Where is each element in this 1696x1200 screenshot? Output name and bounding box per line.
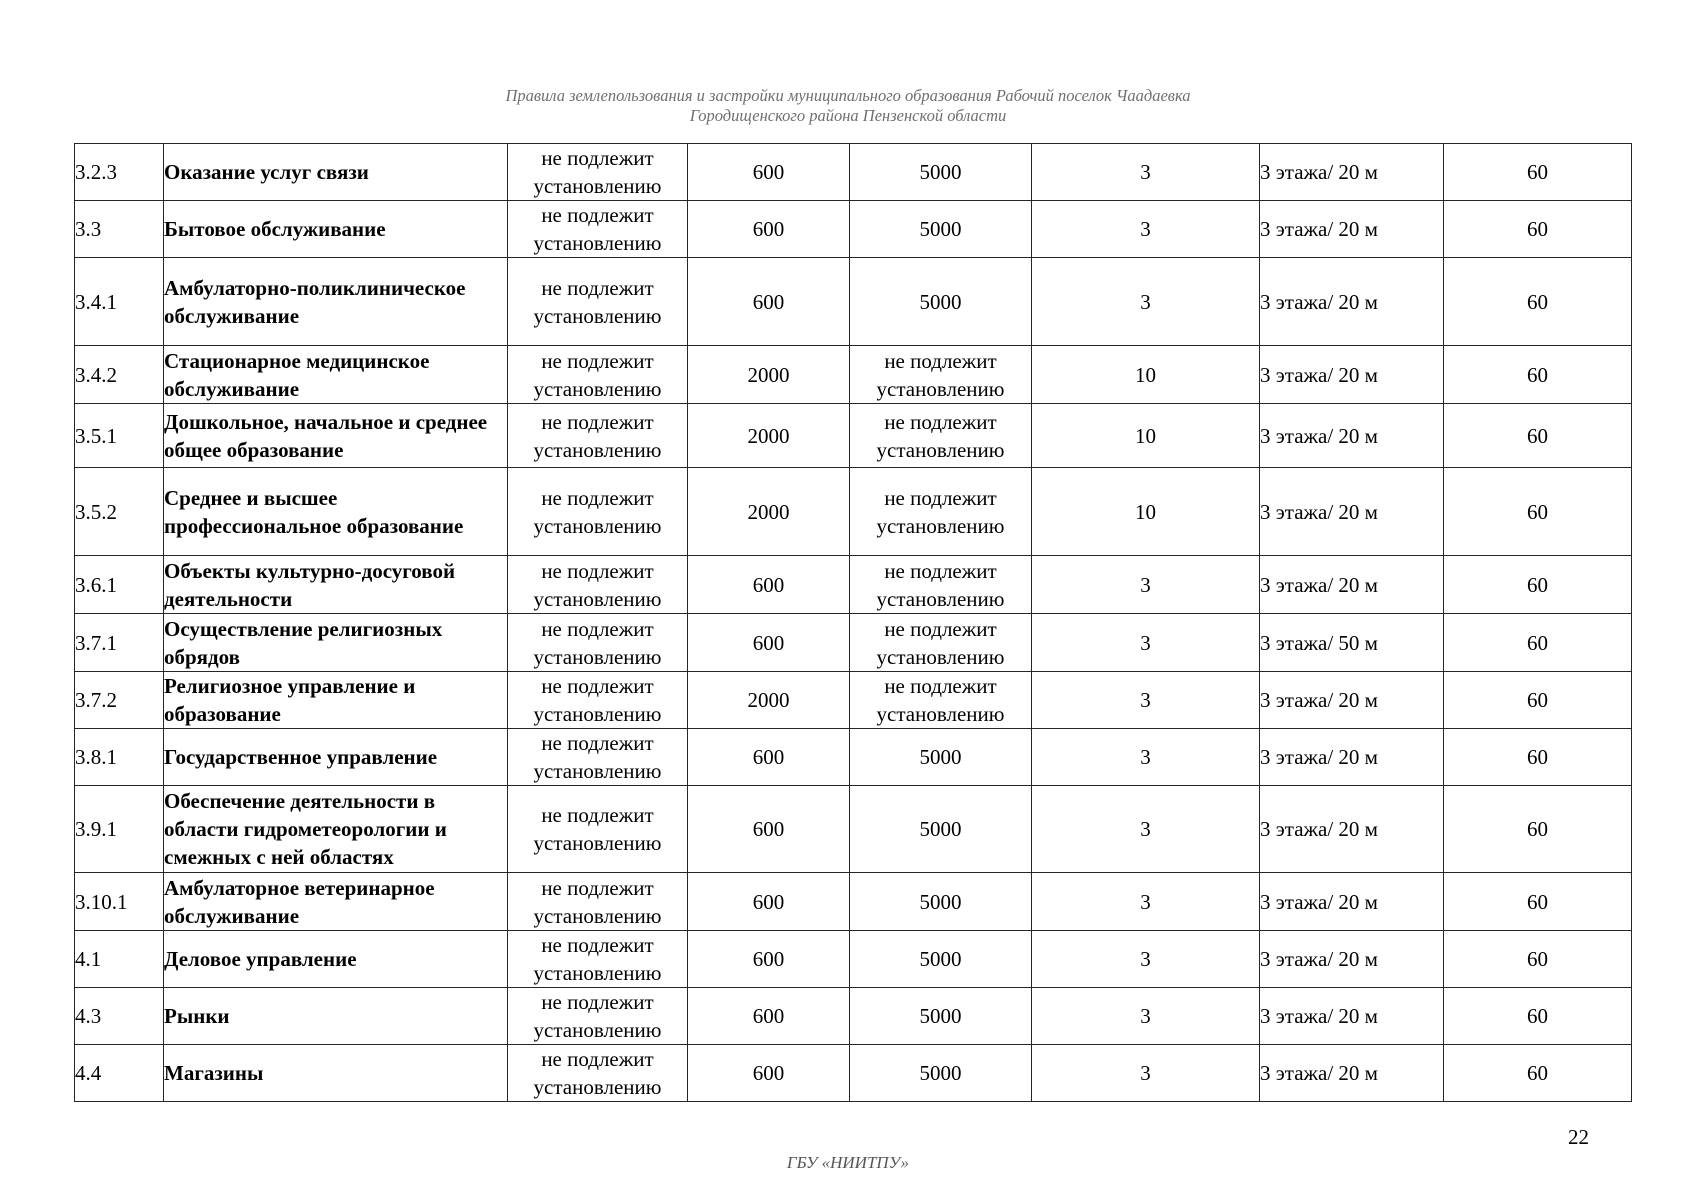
row-height: 3 этажа/ 20 м [1260,729,1444,786]
row-coverage: 60 [1444,1045,1632,1102]
row-code: 3.10.1 [75,873,164,931]
row-indent: 3 [1032,729,1260,786]
row-height: 3 этажа/ 20 м [1260,1045,1444,1102]
page-header [0,86,1696,126]
table-row [75,931,1632,988]
table-row [75,258,1632,346]
row-min-size: не подлежит установлению [508,614,688,672]
row-coverage: 60 [1444,346,1632,404]
row-min-area: 600 [688,1045,850,1102]
row-coverage: 60 [1444,988,1632,1045]
row-min-area: 600 [688,988,850,1045]
row-max-area: не подлежит установлению [850,346,1032,404]
row-min-area: 600 [688,258,850,346]
row-min-size: не подлежит установлению [508,931,688,988]
table-row [75,672,1632,729]
row-height: 3 этажа/ 20 м [1260,258,1444,346]
row-code: 4.1 [75,931,164,988]
row-code: 4.3 [75,988,164,1045]
table-row [75,614,1632,672]
row-code: 3.8.1 [75,729,164,786]
row-max-area: 5000 [850,144,1032,201]
table-row [75,729,1632,786]
row-max-area: 5000 [850,873,1032,931]
row-name: Рынки [164,988,508,1045]
row-name: Амбулаторное ветеринарное обслуживание [164,873,508,931]
row-name: Среднее и высшее профессиональное образование [164,468,508,556]
row-coverage: 60 [1444,258,1632,346]
row-min-size: не подлежит установлению [508,404,688,468]
row-indent: 3 [1032,1045,1260,1102]
row-min-area: 600 [688,144,850,201]
table-row [75,873,1632,931]
row-indent: 3 [1032,556,1260,614]
row-max-area: 5000 [850,1045,1032,1102]
row-height: 3 этажа/ 20 м [1260,404,1444,468]
row-height: 3 этажа/ 20 м [1260,931,1444,988]
row-min-size: не подлежит установлению [508,873,688,931]
table-row [75,556,1632,614]
table-row [75,404,1632,468]
row-height: 3 этажа/ 20 м [1260,201,1444,258]
row-coverage: 60 [1444,614,1632,672]
row-name: Дошкольное, начальное и среднее общее образование [164,404,508,468]
row-name: Обеспечение деятельности в области гидрометеорологии и смежных с ней областях [164,786,508,873]
row-max-area: не подлежит установлению [850,404,1032,468]
row-indent: 3 [1032,672,1260,729]
row-height: 3 этажа/ 20 м [1260,468,1444,556]
row-max-area: не подлежит установлению [850,468,1032,556]
row-indent: 3 [1032,873,1260,931]
row-height: 3 этажа/ 20 м [1260,988,1444,1045]
row-min-area: 2000 [688,672,850,729]
row-min-size: не подлежит установлению [508,988,688,1045]
table-row [75,988,1632,1045]
row-name: Деловое управление [164,931,508,988]
row-name: Религиозное управление и образование [164,672,508,729]
row-indent: 3 [1032,614,1260,672]
row-name: Объекты культурно-досуговой деятельности [164,556,508,614]
row-indent: 3 [1032,144,1260,201]
row-code: 3.4.2 [75,346,164,404]
row-coverage: 60 [1444,144,1632,201]
row-min-size: не подлежит установлению [508,144,688,201]
zoning-parameters-table [74,143,1632,1102]
row-min-area: 600 [688,556,850,614]
table-row [75,144,1632,201]
row-min-size: не подлежит установлению [508,729,688,786]
row-min-area: 600 [688,614,850,672]
row-min-size: не подлежит установлению [508,556,688,614]
table-row [75,346,1632,404]
row-height: 3 этажа/ 20 м [1260,144,1444,201]
row-min-size: не подлежит установлению [508,1045,688,1102]
row-name: Стационарное медицинское обслуживание [164,346,508,404]
row-coverage: 60 [1444,729,1632,786]
row-code: 3.7.2 [75,672,164,729]
table-row [75,468,1632,556]
row-min-area: 600 [688,201,850,258]
row-indent: 3 [1032,931,1260,988]
row-min-size: не подлежит установлению [508,258,688,346]
row-max-area: 5000 [850,988,1032,1045]
row-code: 4.4 [75,1045,164,1102]
row-height: 3 этажа/ 20 м [1260,672,1444,729]
row-coverage: 60 [1444,672,1632,729]
row-coverage: 60 [1444,404,1632,468]
row-min-size: не подлежит установлению [508,672,688,729]
row-max-area: не подлежит установлению [850,672,1032,729]
row-max-area: 5000 [850,258,1032,346]
row-max-area: 5000 [850,729,1032,786]
row-code: 3.4.1 [75,258,164,346]
row-code: 3.7.1 [75,614,164,672]
row-coverage: 60 [1444,556,1632,614]
row-max-area: не подлежит установлению [850,556,1032,614]
row-min-area: 600 [688,931,850,988]
row-height: 3 этажа/ 20 м [1260,786,1444,873]
row-coverage: 60 [1444,201,1632,258]
row-indent: 3 [1032,201,1260,258]
row-height: 3 этажа/ 20 м [1260,346,1444,404]
row-max-area: 5000 [850,931,1032,988]
row-code: 3.6.1 [75,556,164,614]
row-min-area: 600 [688,729,850,786]
row-max-area: 5000 [850,201,1032,258]
row-code: 3.9.1 [75,786,164,873]
row-max-area: не подлежит установлению [850,614,1032,672]
row-coverage: 60 [1444,931,1632,988]
row-name: Осуществление религиозных обрядов [164,614,508,672]
row-min-area: 2000 [688,404,850,468]
table-row [75,1045,1632,1102]
row-name: Бытовое обслуживание [164,201,508,258]
row-max-area: 5000 [850,786,1032,873]
row-coverage: 60 [1444,873,1632,931]
row-min-area: 2000 [688,468,850,556]
row-indent: 3 [1032,258,1260,346]
row-indent: 3 [1032,988,1260,1045]
row-min-size: не подлежит установлению [508,346,688,404]
row-height: 3 этажа/ 50 м [1260,614,1444,672]
row-height: 3 этажа/ 20 м [1260,556,1444,614]
page-number: 22 [1568,1125,1589,1149]
row-min-size: не подлежит установлению [508,201,688,258]
table-row [75,201,1632,258]
row-min-size: не подлежит установлению [508,786,688,873]
row-name: Государственное управление [164,729,508,786]
row-indent: 10 [1032,468,1260,556]
page-footer: ГБУ «НИИТПУ» [786,1153,910,1172]
row-code: 3.5.2 [75,468,164,556]
row-name: Магазины [164,1045,508,1102]
row-indent: 10 [1032,346,1260,404]
row-code: 3.3 [75,201,164,258]
row-min-size: не подлежит установлению [508,468,688,556]
row-height: 3 этажа/ 20 м [1260,873,1444,931]
header-line-2: Городищенского района Пензенской области [689,106,1007,125]
row-coverage: 60 [1444,786,1632,873]
row-min-area: 2000 [688,346,850,404]
row-min-area: 600 [688,873,850,931]
row-code: 3.2.3 [75,144,164,201]
row-min-area: 600 [688,786,850,873]
table-row [75,786,1632,873]
row-name: Оказание услуг связи [164,144,508,201]
row-indent: 3 [1032,786,1260,873]
row-coverage: 60 [1444,468,1632,556]
header-line-1: Правила землепользования и застройки муниципального образования Рабочий поселок Чаадаевка [505,86,1191,105]
row-indent: 10 [1032,404,1260,468]
row-name: Амбулаторно-поликлиническое обслуживание [164,258,508,346]
row-code: 3.5.1 [75,404,164,468]
